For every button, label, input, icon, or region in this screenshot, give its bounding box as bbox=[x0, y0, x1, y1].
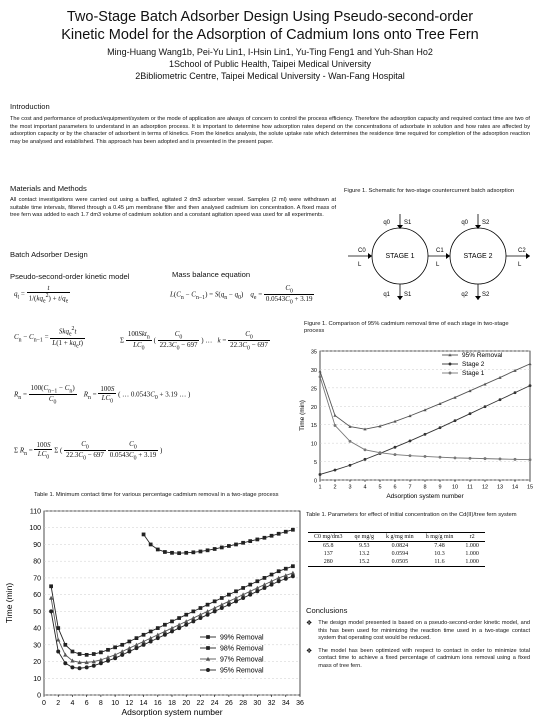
y-tick-label: 90 bbox=[33, 541, 41, 549]
data-point bbox=[241, 541, 245, 545]
y-tick-label: 110 bbox=[29, 508, 41, 516]
data-point bbox=[142, 533, 146, 537]
data-point bbox=[284, 530, 288, 534]
legend-label: 99% Removal bbox=[220, 634, 264, 642]
x-tick-label: 12 bbox=[125, 700, 134, 707]
y-tick-label: 20 bbox=[310, 404, 317, 411]
data-point bbox=[127, 640, 131, 644]
stage-time-chart bbox=[296, 345, 536, 500]
data-point bbox=[142, 633, 146, 637]
sum-equation-2: Σ $R_n$ = $\frac{100S}{LC_0}$ Σ ( $\frac{C_0}{22.3C_0 - 697}$ $\frac{C_0}{0.0543C_0 + 3.19}$ ) bbox=[14, 440, 163, 462]
title-line-2: Kinetic Model for the Adsorption of Cadmium Ions onto Tree Fern bbox=[61, 27, 479, 43]
data-point bbox=[206, 613, 210, 617]
data-point bbox=[220, 606, 224, 610]
data-point bbox=[92, 652, 96, 656]
data-point bbox=[277, 579, 281, 583]
checkbox-bullet-icon: ❖ bbox=[306, 647, 313, 655]
data-point bbox=[113, 645, 117, 649]
table-cell: 0.0824 bbox=[391, 543, 409, 549]
y-tick-label: 30 bbox=[310, 367, 317, 374]
data-point bbox=[319, 473, 322, 476]
data-point bbox=[184, 613, 188, 617]
data-point bbox=[409, 454, 412, 457]
table-cell: 9.53 bbox=[359, 543, 370, 549]
data-point bbox=[142, 643, 146, 647]
data-point bbox=[499, 458, 502, 461]
svg-text:q2: q2 bbox=[461, 292, 468, 298]
data-point bbox=[469, 457, 472, 460]
affiliation-1: 1School of Public Health, Taipei Medical University bbox=[169, 59, 371, 69]
schematic-caption: Figure 1. Schematic for two-stage countercurrent batch adsorption bbox=[344, 188, 515, 194]
y-tick-label: 10 bbox=[310, 441, 317, 448]
data-point bbox=[484, 405, 487, 408]
table-header-cell: C0 mg/dm3 bbox=[308, 533, 349, 542]
data-point bbox=[163, 633, 167, 637]
data-point bbox=[234, 543, 238, 547]
y-tick-label: 60 bbox=[33, 592, 41, 600]
x-tick-label: 13 bbox=[496, 484, 504, 491]
data-point bbox=[177, 551, 181, 555]
mass-balance-equation: $L(C_n - C_{n-1}) = S(q_n - q_0)$ $q_e$ = $\frac{C_0}{0.0543C_0 + 3.19}$ bbox=[170, 284, 313, 306]
title-line-1: Two-Stage Batch Adsorber Design Using Pseudo-second-order bbox=[66, 9, 474, 25]
data-point bbox=[149, 543, 153, 547]
data-point bbox=[364, 458, 367, 461]
legend-marker bbox=[449, 363, 452, 366]
data-point bbox=[213, 547, 217, 551]
data-point bbox=[248, 593, 252, 597]
data-point bbox=[334, 424, 337, 427]
legend-marker bbox=[206, 635, 210, 639]
table-cell: 0.0505 bbox=[380, 558, 420, 567]
table-header-cell: qe mg/g bbox=[349, 533, 381, 542]
data-point bbox=[424, 433, 427, 436]
data-point bbox=[514, 458, 517, 461]
params-table-caption: Table 1. Parameters for effect of initial concentration on the Cd(II)/tree fern system bbox=[306, 512, 517, 518]
data-point bbox=[484, 457, 487, 460]
legend-marker bbox=[206, 668, 210, 672]
data-point bbox=[469, 412, 472, 415]
data-point bbox=[234, 589, 238, 593]
concentration-equation: $C_n - C_{n-1}$ = $\frac{Skq_e^2t}{L(1 + kq_et)}$ bbox=[14, 326, 83, 350]
data-point bbox=[394, 446, 397, 449]
data-point bbox=[163, 550, 167, 554]
data-point bbox=[262, 586, 266, 590]
data-point bbox=[255, 579, 259, 583]
introduction-heading: Introduction bbox=[10, 102, 50, 111]
x-tick-label: 15 bbox=[526, 484, 534, 491]
conclusion-text: The design model presented is based on a pseudo-second-order kinetic model, and this has been used for minimizing the reaction time used in a two-stage contact system that operating cost would be reduced. bbox=[318, 620, 530, 642]
x-tick-label: 4 bbox=[70, 700, 75, 707]
data-point bbox=[291, 564, 295, 568]
data-point bbox=[63, 661, 67, 665]
x-tick-label: 7 bbox=[408, 484, 412, 491]
data-point bbox=[106, 659, 110, 663]
data-point bbox=[227, 544, 231, 548]
figure-right-caption: Figure 1. Comparison of 95% cadmium removal time of each stage in two-stage process bbox=[304, 321, 509, 335]
x-tick-label: 10 bbox=[111, 700, 120, 707]
data-point bbox=[120, 643, 124, 647]
table-cell: 65.8 bbox=[323, 543, 334, 549]
x-tick-label: 2 bbox=[56, 700, 61, 707]
kinetic-model-label: Pseudo-second-order kinetic model bbox=[10, 272, 130, 281]
legend-label: 98% Removal bbox=[220, 645, 264, 653]
conclusions-list bbox=[306, 620, 530, 676]
data-point bbox=[227, 603, 231, 607]
data-point bbox=[49, 584, 53, 588]
svg-text:L: L bbox=[358, 262, 362, 268]
data-point bbox=[177, 626, 181, 630]
table-cell: 11.6 bbox=[420, 558, 460, 567]
y-axis-label: Time (min) bbox=[299, 400, 306, 431]
data-point bbox=[113, 656, 117, 660]
data-point bbox=[263, 576, 267, 580]
data-point bbox=[291, 528, 295, 532]
x-tick-label: 3 bbox=[348, 484, 352, 491]
x-tick-label: 1 bbox=[318, 484, 322, 491]
data-point bbox=[206, 548, 210, 552]
data-point bbox=[156, 548, 160, 552]
x-tick-label: 8 bbox=[98, 700, 103, 707]
data-point bbox=[319, 375, 322, 378]
data-point bbox=[241, 586, 245, 590]
data-point bbox=[277, 569, 281, 573]
data-point bbox=[364, 448, 367, 451]
conclusion-text: The model has been optimized with respect to contact in order to minimize total contact time to achieve a fixed percentage of cadmium ions removal using a fixed mass of tree fern. bbox=[318, 647, 530, 669]
svg-text:q0: q0 bbox=[461, 220, 468, 226]
legend-marker bbox=[206, 646, 210, 650]
data-point bbox=[177, 616, 181, 620]
legend-label: 95% Removal bbox=[462, 352, 503, 360]
x-tick-label: 4 bbox=[363, 484, 367, 491]
x-tick-label: 10 bbox=[451, 484, 459, 491]
conclusions-heading: Conclusions bbox=[306, 606, 348, 615]
y-tick-label: 0 bbox=[313, 478, 317, 485]
svg-text:C0: C0 bbox=[358, 248, 366, 254]
data-point bbox=[227, 593, 231, 597]
y-tick-label: 15 bbox=[310, 423, 317, 430]
table-cell: 13.2 bbox=[359, 551, 370, 557]
svg-text:L: L bbox=[436, 262, 440, 268]
sum-equation-1: Σ $\frac{100Skt_n}{LC_0}$ ( $\frac{C_0}{22.3C_0 - 697}$ ) … k = $\frac{C_0}{22.3C_0 - 697}$ bbox=[120, 330, 268, 352]
x-tick-label: 6 bbox=[84, 700, 89, 707]
data-point bbox=[255, 538, 259, 542]
x-tick-label: 16 bbox=[153, 700, 162, 707]
mass-balance-label: Mass balance equation bbox=[172, 270, 251, 279]
table1-caption: Table 1. Minimum contact time for various percentage cadmium removal in a two-stage process bbox=[34, 492, 279, 498]
svg-text:q0: q0 bbox=[383, 220, 390, 226]
data-point bbox=[191, 609, 195, 613]
data-point bbox=[163, 623, 167, 627]
x-tick-label: 30 bbox=[253, 700, 262, 707]
data-point bbox=[149, 630, 153, 634]
data-point bbox=[170, 629, 174, 633]
table-cell: 280 bbox=[308, 558, 349, 567]
data-point bbox=[334, 469, 337, 472]
x-tick-label: 6 bbox=[393, 484, 397, 491]
x-tick-label: 2 bbox=[333, 484, 337, 491]
data-point bbox=[213, 609, 217, 613]
two-stage-schematic bbox=[338, 210, 536, 310]
data-point bbox=[127, 650, 131, 654]
x-tick-label: 5 bbox=[378, 484, 382, 491]
legend-marker bbox=[449, 372, 452, 375]
svg-text:q1: q1 bbox=[383, 292, 390, 298]
data-point bbox=[49, 609, 53, 613]
conclusion-item bbox=[306, 648, 530, 671]
y-tick-label: 30 bbox=[33, 642, 41, 650]
x-tick-label: 0 bbox=[42, 700, 46, 707]
x-tick-label: 9 bbox=[438, 484, 442, 491]
data-point bbox=[270, 534, 274, 538]
data-point bbox=[71, 650, 75, 654]
data-point bbox=[424, 455, 427, 458]
data-point bbox=[99, 650, 103, 654]
data-point bbox=[78, 652, 82, 656]
data-point bbox=[63, 643, 67, 647]
data-point bbox=[349, 464, 352, 467]
data-point bbox=[56, 626, 60, 630]
table-cell: 137 bbox=[323, 551, 333, 557]
params-table-wrap bbox=[308, 532, 485, 567]
data-point bbox=[85, 665, 89, 669]
data-point bbox=[78, 666, 82, 670]
y-tick-label: 25 bbox=[310, 386, 317, 393]
data-point bbox=[191, 550, 195, 554]
data-point bbox=[263, 536, 267, 540]
table-row bbox=[308, 558, 485, 567]
y-tick-label: 5 bbox=[313, 460, 317, 467]
params-table bbox=[308, 532, 485, 567]
x-tick-label: 26 bbox=[224, 700, 233, 707]
svg-text:S1: S1 bbox=[404, 220, 412, 226]
y-tick-label: 10 bbox=[33, 675, 41, 683]
y-axis-label: Time (min) bbox=[4, 582, 14, 624]
data-point bbox=[439, 456, 442, 459]
data-point bbox=[149, 639, 153, 643]
x-tick-label: 11 bbox=[467, 484, 473, 491]
y-tick-label: 70 bbox=[33, 575, 41, 583]
svg-text:C1: C1 bbox=[436, 248, 444, 254]
data-point bbox=[270, 573, 274, 577]
paper-title bbox=[10, 8, 530, 44]
y-tick-label: 20 bbox=[33, 659, 41, 667]
x-tick-label: 28 bbox=[239, 700, 248, 707]
data-point bbox=[277, 532, 281, 536]
data-point bbox=[85, 653, 89, 657]
data-point bbox=[394, 453, 397, 456]
x-tick-label: 24 bbox=[210, 700, 219, 707]
checkbox-bullet-icon: ❖ bbox=[306, 620, 313, 627]
data-point bbox=[170, 551, 174, 555]
y-tick-label: 0 bbox=[37, 692, 41, 700]
data-point bbox=[184, 623, 188, 627]
data-point bbox=[184, 551, 188, 555]
removal-equation: $R_n$ = $\frac{100(C_{n-1} - C_n)}{C_0}$ $R_n$ = $\frac{100S}{LC_0}$ ( … $0.0543C_0 + 3.19$ … ) bbox=[14, 384, 191, 406]
data-point bbox=[213, 599, 217, 603]
introduction-text: The cost and performance of product/equipment/system or the mode of application are always of concern to control the process efficiency. Therefore the adsorption capacity and required contact time are two of the most important parameters to understand in an adsorption process. It is important to determine how adsorption rates depend on the concentrations of adsorbate in solution and how rates are affected by adsorption capacity or by the character of adsorbent in terms of kinetics. From the kinetics analysis, the solute uptake rate which determines the residence time required for completion of the adsorption reaction may be analysed and established. This approach has been adopted and is presented in the present paper. bbox=[10, 116, 530, 145]
data-point bbox=[270, 583, 274, 587]
data-point bbox=[291, 574, 295, 578]
y-tick-label: 40 bbox=[33, 625, 41, 633]
data-point bbox=[135, 636, 139, 640]
data-point bbox=[284, 567, 288, 571]
data-point bbox=[248, 583, 252, 587]
svg-text:L: L bbox=[518, 262, 522, 268]
table-row bbox=[308, 550, 485, 558]
x-tick-label: 12 bbox=[481, 484, 489, 491]
x-tick-label: 36 bbox=[296, 700, 304, 707]
table-cell: 7.48 bbox=[434, 543, 445, 549]
x-axis-label: Adsorption system number bbox=[386, 493, 464, 500]
batch-design-heading: Batch Adsorber Design bbox=[10, 250, 88, 259]
data-point bbox=[248, 539, 252, 543]
legend-label: Stage 2 bbox=[462, 361, 485, 369]
data-point bbox=[156, 626, 160, 630]
table-cell: 1.000 bbox=[465, 543, 479, 549]
methods-text: All contact investigations were carried out using a baffled, agitated 2 dm3 adsorber vessel. Samples (2 ml) were withdrawn at suitable time intervals, filtered through a 0.45 µm membrane filter and then analysed cadmium ion concentration. A fixed mass of tree fern was added to each 1.7 dm3 volume of cadmium solution and a constant agitation speed was used for all experiments. bbox=[10, 197, 336, 219]
x-tick-label: 18 bbox=[168, 700, 176, 707]
table-cell: 15.2 bbox=[349, 558, 381, 567]
data-point bbox=[199, 550, 203, 554]
data-point bbox=[439, 426, 442, 429]
stage-1-label: STAGE 1 bbox=[385, 253, 415, 260]
data-point bbox=[206, 603, 210, 607]
data-point bbox=[191, 619, 195, 623]
table-header-cell: h mg/g min bbox=[420, 533, 460, 542]
data-point bbox=[156, 636, 160, 640]
legend-label: 97% Removal bbox=[220, 656, 264, 664]
table-row bbox=[308, 542, 485, 551]
x-tick-label: 8 bbox=[423, 484, 427, 491]
data-point bbox=[454, 419, 457, 422]
stage-2-label: STAGE 2 bbox=[463, 253, 493, 260]
data-point bbox=[499, 398, 502, 401]
data-point bbox=[454, 456, 457, 459]
authors: Ming-Huang Wang1b, Pei-Yu Lin1, I-Hsin Lin1, Yu-Ting Feng1 and Yuh-Shan Ho2 bbox=[107, 47, 433, 57]
x-tick-label: 32 bbox=[267, 700, 276, 707]
table-header-cell: r2 bbox=[459, 533, 485, 542]
affiliation-2: 2Bibliometric Centre, Taipei Medical University - Wan-Fang Hospital bbox=[135, 71, 405, 81]
y-tick-label: 100 bbox=[29, 525, 41, 533]
data-point bbox=[241, 596, 245, 600]
table-cell: 0.0594 bbox=[391, 551, 409, 557]
data-point bbox=[409, 439, 412, 442]
data-point bbox=[70, 665, 74, 669]
data-point bbox=[255, 589, 259, 593]
legend-label: 95% Removal bbox=[220, 667, 264, 675]
author-block bbox=[20, 46, 520, 82]
y-tick-label: 80 bbox=[33, 558, 41, 566]
removal-time-chart bbox=[4, 507, 306, 717]
data-point bbox=[220, 596, 224, 600]
data-point bbox=[379, 451, 382, 454]
y-tick-label: 35 bbox=[310, 349, 317, 356]
svg-text:S2: S2 bbox=[482, 220, 490, 226]
data-point bbox=[92, 664, 96, 668]
svg-text:C2: C2 bbox=[518, 248, 526, 254]
data-point bbox=[99, 661, 103, 665]
data-point bbox=[349, 440, 352, 443]
x-tick-label: 20 bbox=[182, 700, 191, 707]
x-tick-label: 34 bbox=[281, 700, 290, 707]
data-point bbox=[529, 458, 532, 461]
kinetic-equation: $q_t$ = $\frac{t}{1/(kq_e^2) + t/q_e}$ bbox=[14, 284, 69, 305]
table-cell: 1.000 bbox=[459, 558, 485, 567]
methods-heading: Materials and Methods bbox=[10, 184, 87, 193]
data-point bbox=[220, 546, 224, 550]
data-point bbox=[198, 616, 202, 620]
x-tick-label: 14 bbox=[139, 700, 148, 707]
data-point bbox=[234, 599, 238, 603]
svg-text:S2: S2 bbox=[482, 292, 490, 298]
svg-text:S1: S1 bbox=[404, 292, 412, 298]
data-point bbox=[199, 606, 203, 610]
data-point bbox=[120, 653, 124, 657]
data-point bbox=[170, 620, 174, 624]
y-tick-label: 50 bbox=[33, 608, 41, 616]
table-cell: 10.3 bbox=[434, 551, 445, 557]
conclusion-item bbox=[306, 620, 530, 643]
x-tick-label: 22 bbox=[196, 700, 205, 707]
data-point bbox=[529, 384, 532, 387]
data-point bbox=[106, 648, 110, 652]
data-point bbox=[134, 646, 138, 650]
data-point bbox=[284, 577, 288, 581]
table-cell: 1.000 bbox=[465, 551, 479, 557]
x-axis-label: Adsorption system number bbox=[121, 707, 223, 717]
table-header-cell: k g/mg min bbox=[380, 533, 420, 542]
legend-label: Stage 1 bbox=[462, 370, 485, 378]
data-point bbox=[514, 391, 517, 394]
x-tick-label: 14 bbox=[511, 484, 519, 491]
data-point bbox=[56, 650, 60, 654]
